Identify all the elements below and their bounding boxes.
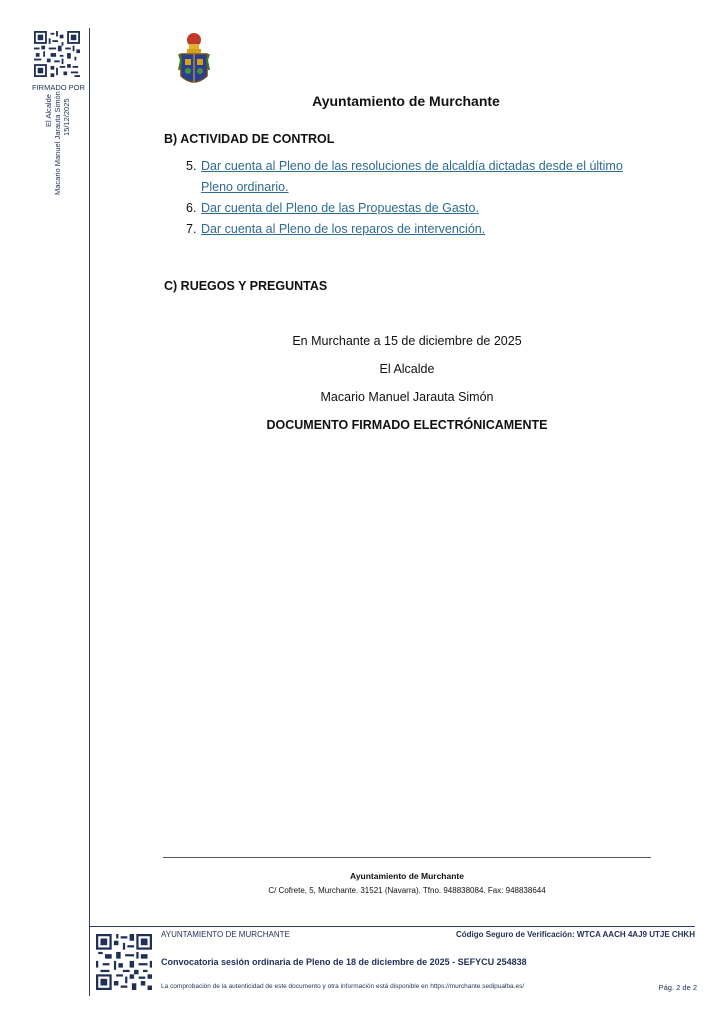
signer-name: Macario Manuel Jarauta Simón	[53, 91, 62, 195]
municipal-crest-icon	[178, 30, 210, 92]
authenticity-note: La comprobación de la autenticidad de este documento y otra información está disponible en https://murchante.sedipualba.es/	[161, 983, 525, 990]
list-item	[186, 198, 656, 219]
document-title: Convocatoria sesión ordinaria de Pleno de 18 de diciembre de 2025 - SEFYCU 254838	[161, 957, 527, 967]
verification-code: Código Seguro de Verificación: WTCA AACH 4AJ9 UTJE CHKH	[456, 930, 695, 939]
sidebar-divider	[89, 28, 90, 996]
signed-notice: DOCUMENTO FIRMADO ELECTRÓNICAMENTE	[266, 418, 548, 432]
footer-divider	[163, 857, 651, 858]
signature-date: 15/12/2025	[62, 98, 71, 136]
list-item	[186, 219, 656, 240]
agenda-list	[186, 156, 656, 240]
item-number: 5.	[186, 159, 197, 173]
place-date: En Murchante a 15 de diciembre de 2025	[292, 334, 522, 348]
signer-role: El Alcalde	[44, 94, 53, 127]
page-title: Ayuntamiento de Murchante	[312, 93, 500, 109]
section-c-heading: C) RUEGOS Y PREGUNTAS	[164, 279, 328, 293]
list-item	[186, 156, 656, 198]
item-number: 7.	[186, 222, 197, 236]
footer-address: C/ Cofrete, 5, Murchante. 31521 (Navarra). Tfno. 948838084. Fax: 948838644	[268, 886, 546, 895]
item-link[interactable]: Dar cuenta al Pleno de las resoluciones de alcaldía dictadas desde el último Pleno ordinario.	[201, 159, 623, 194]
verification-org: AYUNTAMIENTO DE MURCHANTE	[161, 930, 290, 939]
page-number: Pág. 2 de 2	[658, 983, 697, 992]
signed-by-label: FIRMADO POR	[32, 83, 85, 92]
item-number: 6.	[186, 201, 197, 215]
qr-code-icon	[34, 31, 80, 77]
item-link[interactable]: Dar cuenta al Pleno de los reparos de intervención.	[201, 222, 486, 236]
closing-role: El Alcalde	[379, 362, 435, 376]
verification-divider	[89, 926, 695, 927]
footer-org-name: Ayuntamiento de Murchante	[350, 871, 464, 881]
section-b-heading: B) ACTIVIDAD DE CONTROL	[164, 132, 335, 146]
item-link[interactable]: Dar cuenta del Pleno de las Propuestas de Gasto.	[201, 201, 479, 215]
closing-name: Macario Manuel Jarauta Simón	[320, 390, 494, 404]
qr-code-icon	[96, 934, 152, 990]
